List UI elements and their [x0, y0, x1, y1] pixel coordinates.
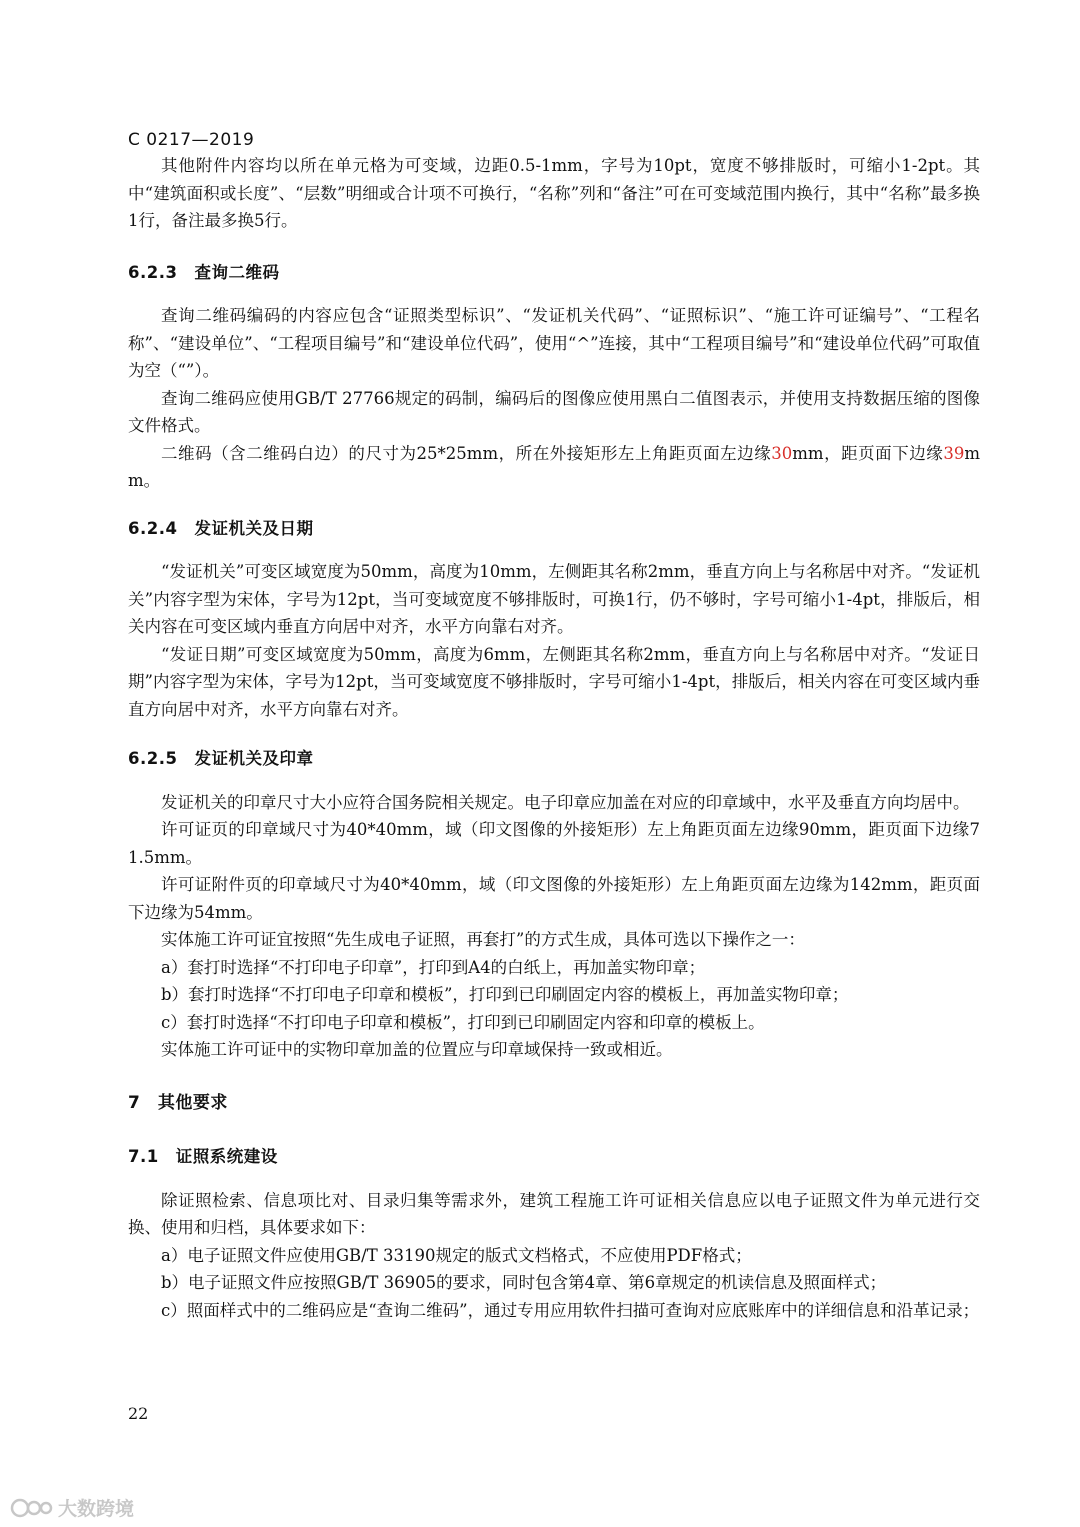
qr-content-paragraph: 查询二维码编码的内容应包含“证照类型标识”、“发证机关代码”、“证照标识”、“施工许可证编号”、“工程名称”、“建设单位”、“工程项目编号”和“建设单位代码”，使用“^”连接，其中“工程项目编号”和“建设单位代码”可取值为空（“”）。	[128, 306, 980, 380]
list-item: c）照面样式中的二维码应是“查询二维码”，通过专用应用软件扫描可查询对应底账库中的详细信息和沿革记录；	[161, 1300, 980, 1320]
list-item: b）电子证照文件应按照GB/T 36905的要求，同时包含第4章、第6章规定的机读信息及照面样式；	[161, 1273, 887, 1292]
intro-paragraph: 其他附件内容均以所在单元格为可变域，边距0.5-1mm，字号为10pt，宽度不够排版时，可缩小1-2pt。其中“建筑面积或长度”、“层数”明细或合计项不可换行，“名称”列和“备注”可在可变域范围内换行，其中“名称”最多换1行，备注最多换5行。	[128, 156, 980, 230]
section-heading-7-1: 7.1 证照系统建设	[128, 1147, 278, 1166]
qr-left-margin-value: 30	[771, 443, 793, 463]
list-item: b）套打时选择“不打印电子印章和模板”，打印到已印刷固定内容的模板上，再加盖实物印章；	[161, 985, 849, 1004]
seal-position-paragraph: 实体施工许可证中的实物印章加盖的位置应与印章域保持一致或相近。	[161, 1040, 673, 1059]
issue-date-paragraph: “发证日期”可变区域宽度为50mm，高度为6mm，左侧距其名称2mm，垂直方向上与名称居中对齐。“发证日期”内容字型为宋体，字号为12pt，当可变域宽度不够排版时，字号可缩小1-4pt，排版后，相关内容在可变区域内垂直方向居中对齐，水平方向靠右对齐。	[128, 644, 980, 719]
attachment-seal-field-paragraph: 许可证附件页的印章域尺寸为40*40mm，域（印文图像的外接矩形）左上角距页面左边缘为142mm，距页面下边缘为54mm。	[128, 875, 980, 922]
qr-size-text-2: mm，距页面下边缘	[792, 443, 944, 463]
section-heading-6-2-4: 6.2.4 发证机关及日期	[128, 518, 314, 538]
page-content	[128, 152, 980, 1324]
document-code: C 0217—2019	[128, 130, 255, 150]
qr-bottom-margin-value: 39	[943, 443, 965, 463]
permit-seal-field-paragraph: 许可证页的印章域尺寸为40*40mm，域（印文图像的外接矩形）左上角距页面左边缘90mm，距页面下边缘71.5mm。	[128, 820, 980, 867]
section-heading-7: 7 其他要求	[128, 1092, 228, 1113]
qr-code-format-paragraph: 查询二维码应使用GB/T 27766规定的码制，编码后的图像应使用黑白二值图表示，并使用支持数据压缩的图像文件格式。	[128, 388, 980, 435]
watermark-logo-icon	[10, 1497, 54, 1519]
qr-size-text-1: 二维码（含二维码白边）的尺寸为25*25mm，所在外接矩形左上角距页面左边缘	[161, 443, 772, 463]
physical-permit-paragraph: 实体施工许可证宜按照“先生成电子证照，再套打”的方式生成，具体可选以下操作之一：	[161, 930, 805, 949]
list-item: a）套打时选择“不打印电子印章”，打印到A4的白纸上，再加盖实物印章；	[161, 957, 706, 977]
watermark-text: 大数跨境	[58, 1498, 135, 1520]
issuing-authority-paragraph: “发证机关”可变区域宽度为50mm，高度为10mm，左侧距其名称2mm，垂直方向上与名称居中对齐。“发证机关”内容字型为宋体，字号为12pt，当可变域宽度不够排版时，可换1行，仍不够时，字号可缩小1-4pt，排版后，相关内容在可变区域内垂直方向居中对齐，水平方向靠右对齐。	[128, 562, 980, 636]
section-heading-6-2-3: 6.2.3 查询二维码	[128, 262, 280, 282]
page-number: 22	[128, 1404, 149, 1423]
qr-size-paragraph	[128, 440, 980, 495]
qr-size-text-3: mm。	[128, 443, 980, 490]
seal-size-paragraph: 发证机关的印章尺寸大小应符合国务院相关规定。电子印章应加盖在对应的印章域中，水平及垂直方向均居中。	[161, 792, 970, 812]
watermark	[10, 1494, 134, 1521]
system-construction-paragraph: 除证照检索、信息项比对、目录归集等需求外，建筑工程施工许可证相关信息应以电子证照文件为单元进行交换、使用和归档，具体要求如下：	[128, 1190, 980, 1237]
list-item: a）电子证照文件应使用GB/T 33190规定的版式文档格式，不应使用PDF格式；	[161, 1245, 752, 1265]
list-item: c）套打时选择“不打印电子印章和模板”，打印到已印刷固定内容和印章的模板上。	[161, 1012, 765, 1032]
section-heading-6-2-5: 6.2.5 发证机关及印章	[128, 749, 314, 768]
